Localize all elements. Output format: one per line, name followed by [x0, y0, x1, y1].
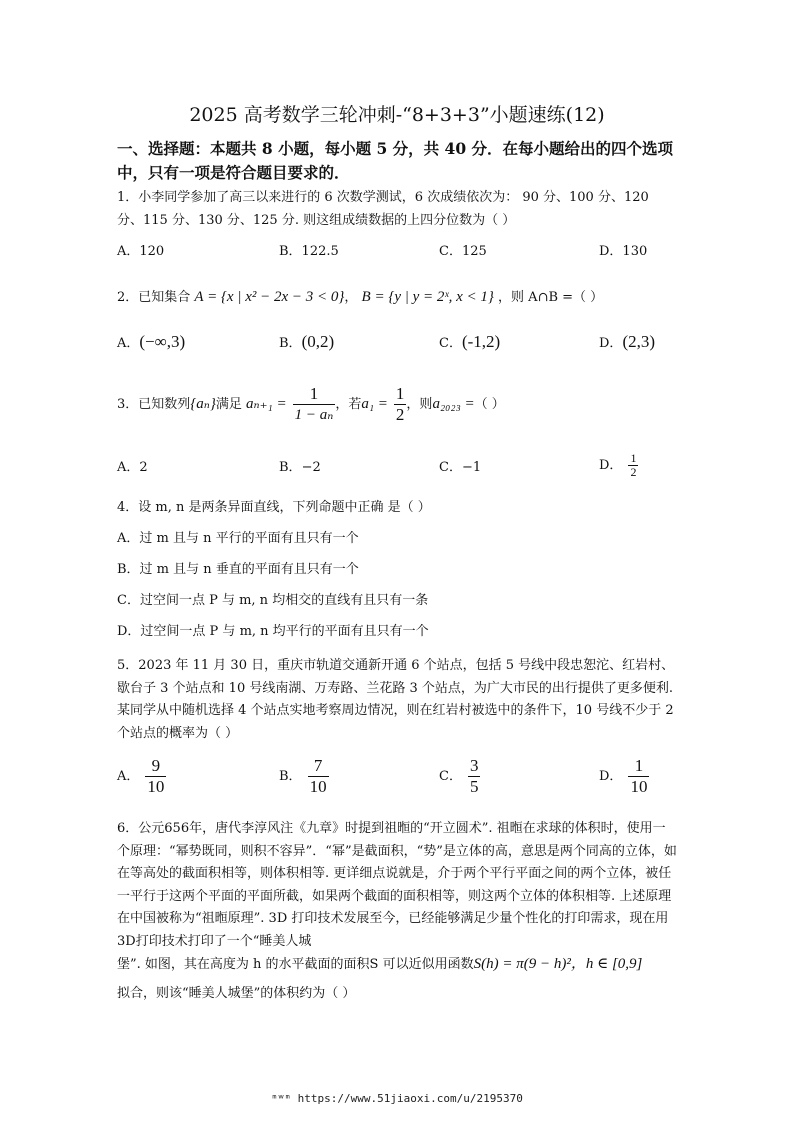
option-d: D． $\frac{1}{10}$ — [599, 756, 648, 796]
question-3-options — [117, 451, 677, 486]
option-a: A．2 — [117, 460, 148, 475]
q3-sequence: {aₙ} — [190, 396, 216, 412]
q6-domain: ，h ∈ [0,9] — [570, 956, 643, 972]
q2-suffix: ，则 A∩B =（ ） — [498, 290, 604, 305]
option-b: B．−2 — [279, 460, 321, 475]
question-2-options — [117, 332, 677, 356]
option-c: C．125 — [439, 244, 487, 259]
q3-recurrence-fraction: $\frac{1}{\text{1 − aₙ}}$ — [294, 384, 334, 423]
question-4-option-c: C．过空间一点 P 与 m, n 均相交的直线有且只有一条 — [117, 593, 429, 608]
question-4-option-a: A．过 m 且与 n 平行的平面有且只有一个 — [117, 531, 359, 546]
page-title: 2025 高考数学三轮冲刺-“8+3+3”小题速练(12) — [189, 104, 605, 126]
question-2-stem: 2．已知集合 A = {x | x² − 2x − 3 < 0}， B = {y | y = 2ˣ, x < 1} ，则 A∩B =（ ） — [117, 289, 604, 305]
question-1-options — [117, 240, 677, 264]
q3-prefix: 3．已知数列 — [117, 397, 191, 412]
q3-recurrence-lhs: aₙ₊₁ = — [246, 396, 287, 412]
option-a: A．120 — [117, 244, 165, 259]
option-b: B．(0,2) — [279, 332, 335, 351]
question-5-stem: 5．2023 年 11 月 30 日，重庆市轨道交通新开通 6 个站点，包括 5 号线中段忠恕沱、红岩村、歇台子 3 个站点和 10 号线南湖、万寿路、兰花路 3 个站点，为广大市民的出行提供了更多便利. 某同学从中随机选择 4 个站点实地考察周边情况，则在红岩村被选中的条件下，10 号线不少于 2 个站点的概率为（ ） — [117, 658, 675, 741]
q3-a1: a₁ = — [361, 396, 388, 412]
option-d: D． $\frac{1}{2}$ — [599, 451, 637, 479]
option-c: C．−1 — [439, 460, 482, 475]
question-4-stem: 4．设 m, n 是两条异面直线，下列命题中正确 是（ ） — [117, 500, 431, 515]
footer-watermark-url: ᵐʷᵐ https://www.51jiaoxi.com/u/2195370 — [271, 1092, 523, 1105]
question-3-stem: 3．已知数列{aₙ}满足 aₙ₊₁ = $\frac{1}{\text{1 − aₙ}}$ ，若a₁ = $\frac{1}{2}$ ，则a₂₀₂₃ =（ ） — [117, 384, 505, 424]
option-a: A．(−∞,3) — [117, 332, 186, 351]
q2-set-b: B = {y | y = 2ˣ, x < 1} — [361, 289, 494, 305]
question-5-options — [117, 756, 677, 802]
q3-a1-fraction: $\frac{1}{2}$ — [395, 384, 405, 424]
question-1-stem: 1．小李同学参加了高三以来进行的 6 次数学测试，6 次成绩依次为： 90 分、100 分、120 分、115 分、130 分、125 分. 则这组成绩数据的上四分位数为（ ） — [117, 190, 649, 228]
option-d: D．130 — [599, 244, 648, 259]
option-a: A． $\frac{9}{10}$ — [117, 756, 165, 796]
option-b: B．122.5 — [279, 244, 339, 259]
option-b: B． $\frac{7}{10}$ — [279, 756, 327, 796]
question-6-stem: 6．公元656年，唐代李淳风注《九章》时提到祖暅的“开立圆术”. 祖暅在求球的体积时，使用一个原理：“幂势既同，则积不容异”．“幂”是截面积，“势”是立体的高，意思是两个同高的立体，如在等高处的截面积相等，则体积相等. 更详细点说就是，介于两个平行平面之间的两个立体，被任一平行于这两个平面的平面所截，如果两个截面的面积相等，则这两个立体的体积相等. 上述原理在中国被称为“祖暅原理”. 3D 打印技术发展至今，已经能够满足少量个性化的打印需求，现在用3D打印技术打印了一个“睡美人城 — [117, 821, 677, 949]
question-4-option-d: D．过空间一点 P 与 m, n 均平行的平面有且只有一个 — [117, 624, 429, 639]
q2-prefix: 2．已知集合 — [117, 290, 191, 305]
option-c: C．(-1,2) — [439, 332, 501, 351]
section-heading: 一、选择题：本题共 8 小题，每小题 5 分，共 40 分．在每小题给出的四个选项中，只有一项是符合题目要求的． — [117, 139, 674, 182]
option-d: D．(2,3) — [599, 332, 656, 351]
q6-area-function: S(h) = π(9 − h)² — [473, 956, 571, 972]
q2-set-a: A = {x | x² − 2x − 3 < 0} — [194, 289, 345, 305]
question-6-line-3: 拟合，则该“睡美人城堡”的体积约为（ ） — [117, 986, 356, 1001]
question-6-line-2: 堡”. 如图，其在高度为 h 的水平截面的面积S 可以近似用函数S(h) = π(9 − h)²，h ∈ [0,9] — [117, 956, 643, 972]
option-c: C． $\frac{3}{5}$ — [439, 756, 479, 796]
q3-target: a₂₀₂₃ = — [432, 396, 475, 412]
question-4-option-b: B．过 m 且与 n 垂直的平面有且只有一个 — [117, 562, 359, 577]
